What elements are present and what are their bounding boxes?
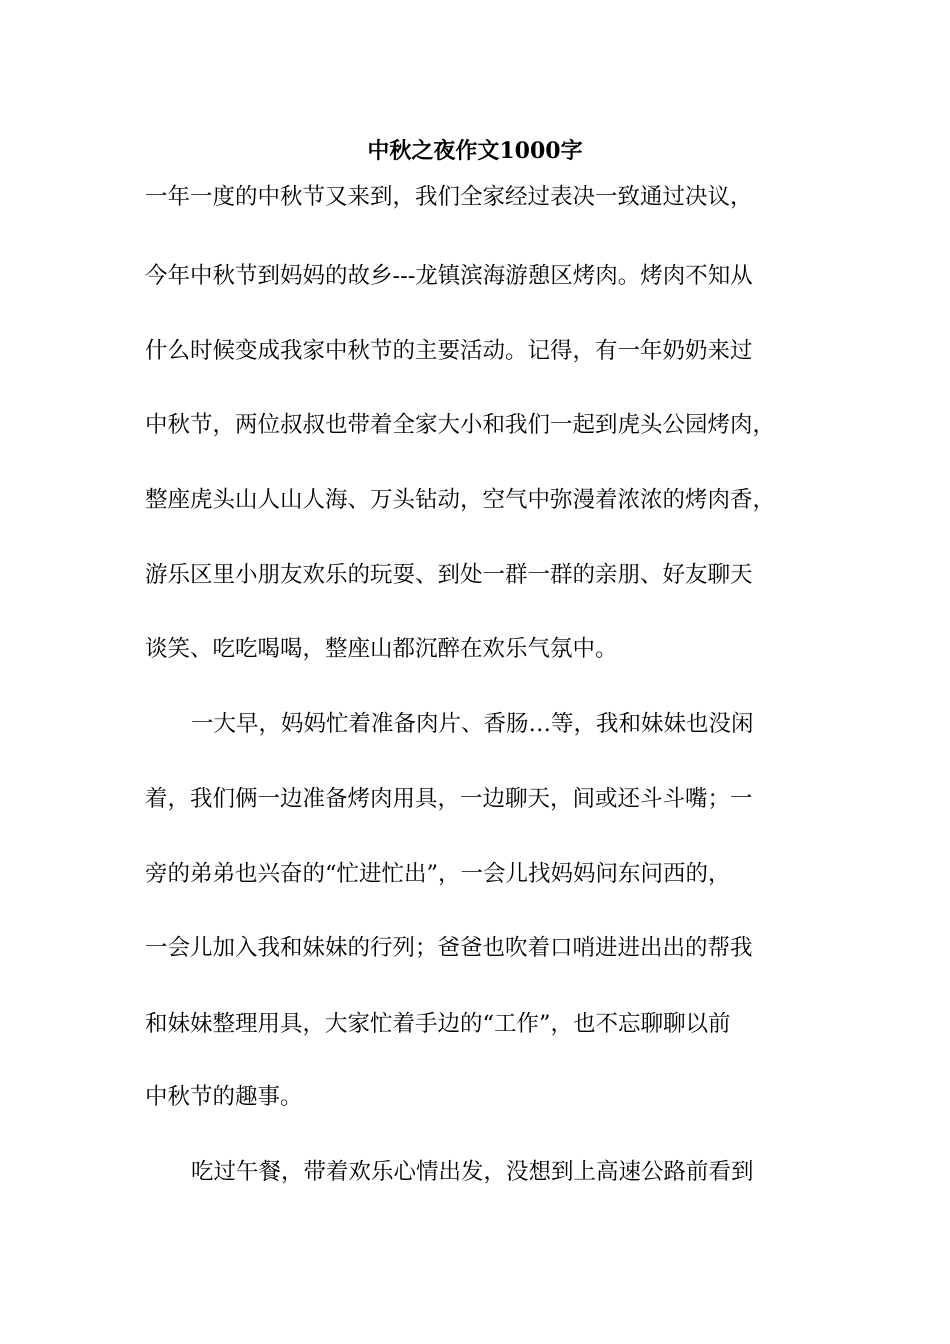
paragraph-line: 吃过午餐，带着欢乐心情出发，没想到上高速公路前看到 xyxy=(191,1159,754,1185)
paragraph-line: 什么时候变成我家中秋节的主要活动。记得，有一年奶奶来过 xyxy=(145,338,753,364)
paragraph-line: 一大早，妈妈忙着准备肉片、香肠…等，我和妹妹也没闲 xyxy=(191,711,754,737)
document-title: 中秋之夜作文1000字 xyxy=(367,138,583,164)
paragraph-line: 一会儿加入我和妹妹的行列；爸爸也吹着口哨进进出出的帮我 xyxy=(145,935,753,961)
paragraph-line: 一年一度的中秋节又来到，我们全家经过表决一致通过决议， xyxy=(145,184,753,210)
paragraph-line: 旁的弟弟也兴奋的“忙进忙出”，一会儿找妈妈问东问西的， xyxy=(145,861,731,887)
paragraph-line: 整座虎头山人山人海、万头钻动，空气中弥漫着浓浓的烤肉香， xyxy=(145,487,776,513)
paragraph-line: 着，我们俩一边准备烤肉用具，一边聊天，间或还斗斗嘴；一 xyxy=(145,786,753,812)
paragraph-line: 谈笑、吃吃喝喝，整座山都沉醉在欢乐气氛中。 xyxy=(145,636,618,662)
paragraph-line: 今年中秋节到妈妈的故乡---龙镇滨海游憩区烤肉。烤肉不知从 xyxy=(145,263,753,289)
paragraph-line: 中秋节，两位叔叔也带着全家大小和我们一起到虎头公园烤肉， xyxy=(145,412,776,438)
paragraph-line: 游乐区里小朋友欢乐的玩耍、到处一群一群的亲朋、好友聊天 xyxy=(145,562,753,588)
paragraph-line: 和妹妹整理用具，大家忙着手边的“工作”，也不忘聊聊以前 xyxy=(145,1011,731,1037)
paragraph-line: 中秋节的趣事。 xyxy=(145,1084,303,1110)
